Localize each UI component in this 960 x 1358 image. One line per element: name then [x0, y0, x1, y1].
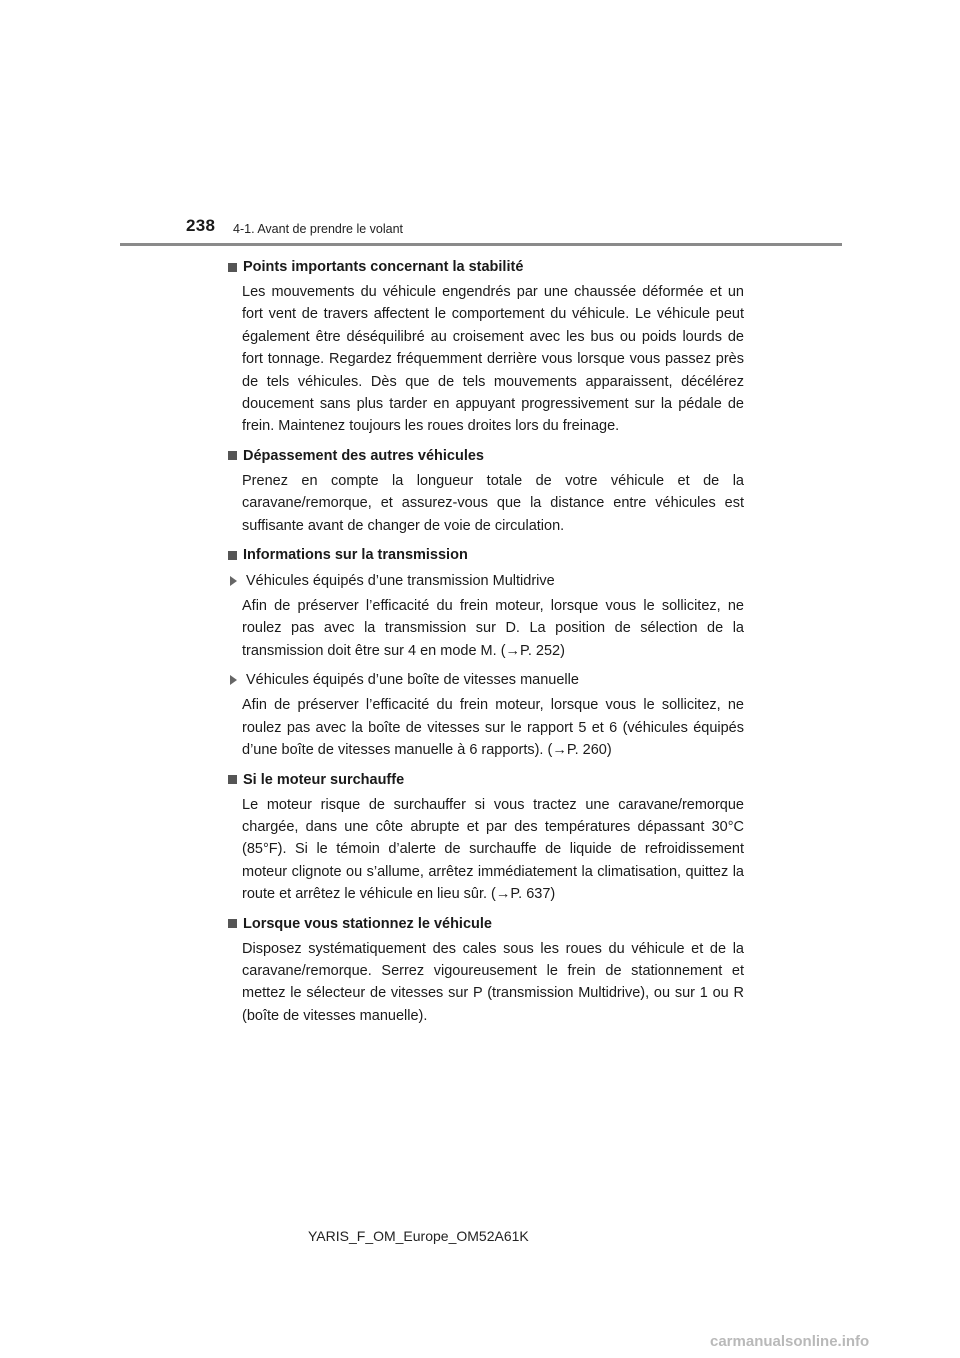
heading-text: Lorsque vous stationnez le véhicule [243, 915, 492, 932]
sub-heading-text: Véhicules équipés d’une transmission Multidrive [246, 573, 555, 590]
section-parking [227, 912, 744, 1028]
section-stability [227, 255, 744, 438]
paragraph: Disposez systématiquement des cales sous les roues du véhicule et de la caravane/remorque. Serrez vigoureusement le frein de stationnement et mettez le sélecteur de vitesses sur P (transmission Multidrive), ou sur 1 ou R (boîte de vitesses manuelle). [242, 940, 744, 1024]
section-overheat [227, 768, 744, 906]
footer-doc-id: YARIS_F_OM_Europe_OM52A61K [308, 1228, 529, 1244]
square-bullet-icon [228, 919, 237, 928]
watermark: carmanualsonline.info [710, 1333, 870, 1350]
page-content [227, 255, 744, 1033]
paragraph: Afin de préserver l’efficacité du frein moteur, lorsque vous le sollicitez, ne roulez pas avec la transmission sur D. La position de sélection de la transmission doit être sur 4 en mode M. (→P. 252) [242, 598, 744, 659]
page-number: 238 [186, 216, 216, 235]
triangle-bullet-icon [230, 675, 237, 685]
square-bullet-icon [228, 775, 237, 784]
section-heading [227, 912, 744, 936]
header-rule [120, 243, 842, 246]
heading-text: Dépassement des autres véhicules [243, 447, 484, 464]
square-bullet-icon [228, 551, 237, 560]
sub-heading-text: Véhicules équipés d’une boîte de vitesses manuelle [246, 672, 579, 689]
sub-heading [227, 569, 744, 593]
square-bullet-icon [228, 263, 237, 272]
section-heading [227, 444, 744, 468]
heading-text: Si le moteur surchauffe [243, 771, 405, 788]
section-overtaking [227, 444, 744, 537]
paragraph: Prenez en compte la longueur totale de votre véhicule et de la caravane/remorque, et assurez-vous que la distance entre véhicules est suffisante avant de changer de voie de circulation. [242, 472, 744, 534]
paragraph: Les mouvements du véhicule engendrés par une chaussée déformée et un fort vent de travers affectent le comportement du véhicule. Le véhicule peut également être déséquilibré au croisement avec les bus ou poids lourds de fort tonnage. Regardez fréquemment derrière vous lorsque vous passez près de tels véhicules. Dès que de tels mouvements apparaissent, décélérez doucement sans plus tarder en appuyant progressivement sur la pédale de frein. Maintenez toujours les roues droites lors du freinage. [242, 284, 744, 435]
section-title: 4-1. Avant de prendre le volant [233, 222, 404, 236]
section-heading [227, 768, 744, 792]
square-bullet-icon [228, 451, 237, 460]
sub-heading [227, 668, 744, 692]
section-transmission [227, 543, 744, 761]
paragraph: Le moteur risque de surchauffer si vous tractez une caravane/remorque chargée, dans une côte abrupte et par des températures dépassant 30°C (85°F). Si le témoin d’alerte de surchauffe de liquide de refroidissement moteur clignote ou s’allume, arrêtez immédiatement la climatisation, quittez la route et arrêtez le véhicule en lieu sûr. (→P. 637) [242, 796, 744, 903]
section-heading [227, 255, 744, 279]
heading-text: Points importants concernant la stabilité [243, 259, 524, 275]
paragraph: Afin de préserver l’efficacité du frein moteur, lorsque vous le sollicitez, ne roulez pas avec la boîte de vitesses sur le rapport 5 et 6 (véhicules équipés d’une boîte de vitesses manuelle à 6 rapports). (→P. 260) [242, 697, 744, 759]
triangle-bullet-icon [230, 576, 237, 586]
heading-text: Informations sur la transmission [243, 547, 468, 564]
section-heading [227, 543, 744, 567]
